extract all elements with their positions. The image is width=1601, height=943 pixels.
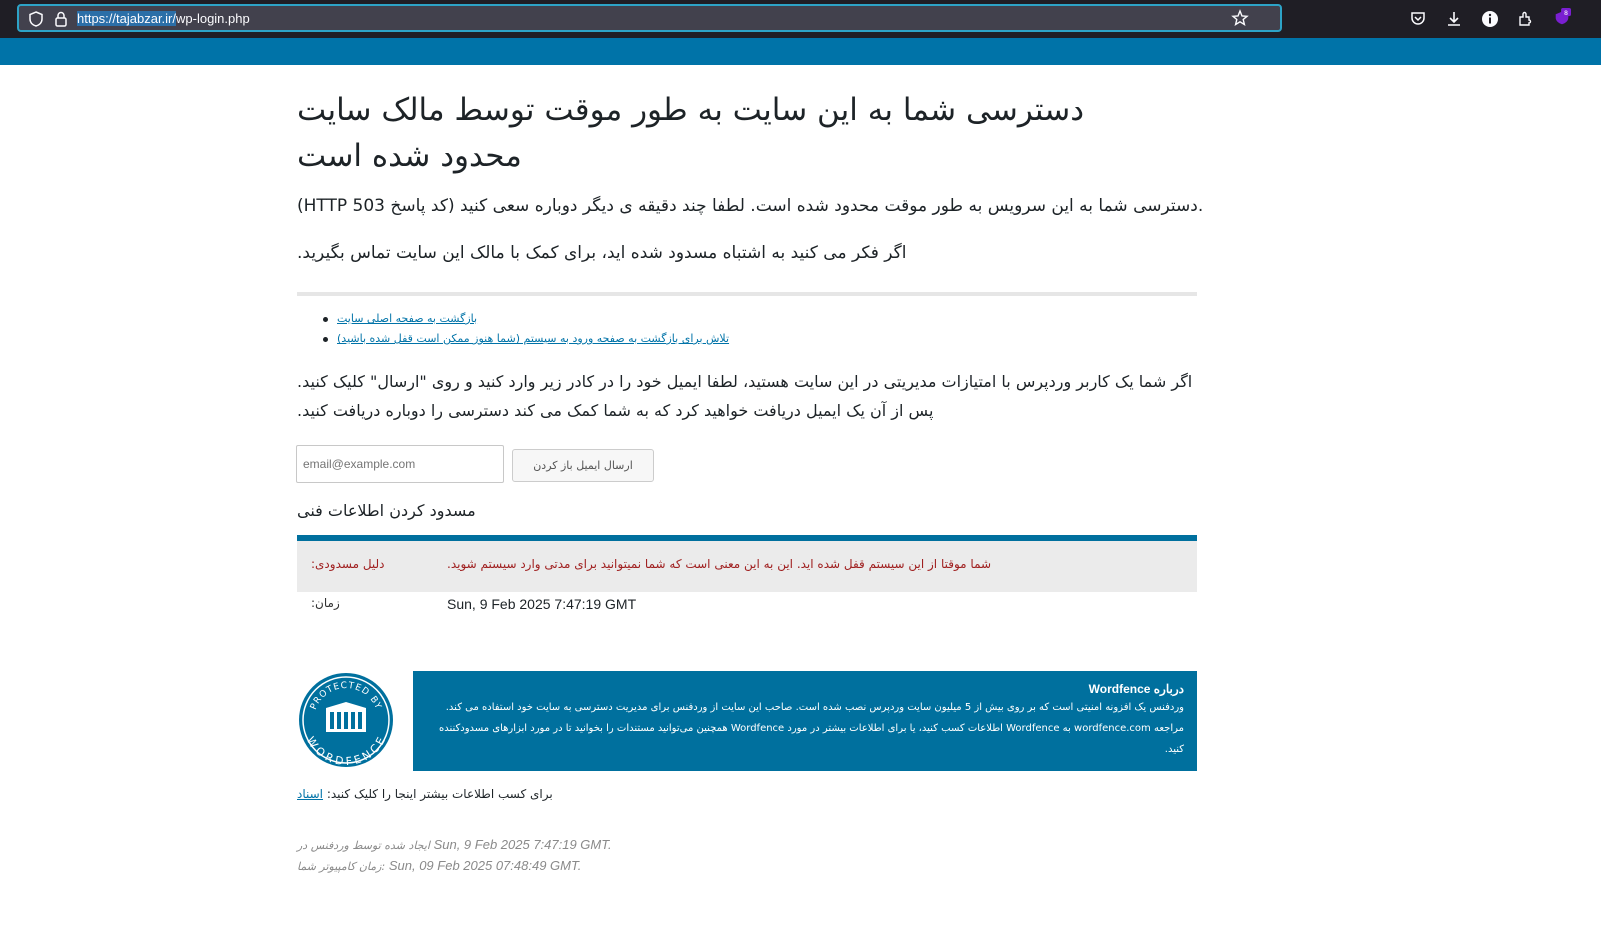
castle-icon [326, 702, 366, 732]
extension-badge: 8 [1564, 9, 1569, 17]
extensions-icon[interactable] [1517, 10, 1535, 28]
contact-message: اگر فکر می کنید به اشتباه مسدود شده اید، برای کمک با مالک این سایت تماس بگیرید. [297, 243, 907, 263]
computer-time: Sun, 09 Feb 2025 07:48:49 GMT. [388, 858, 582, 873]
download-icon[interactable] [1445, 10, 1463, 28]
block-reason-value: شما موقتا از این سیستم قفل شده اید. این به این معنی است که شما نمیتوانید برای مدتی وارد سیستم شوید. [447, 557, 992, 571]
send-unlock-email-button[interactable]: ارسال ایمیل باز کردن [512, 449, 654, 482]
wordfence-title: درباره Wordfence [1088, 682, 1184, 696]
ublock-icon[interactable] [1553, 8, 1571, 26]
block-reason-row [297, 541, 1197, 592]
browser-toolbar [0, 0, 1601, 38]
wordfence-badge [298, 672, 394, 768]
computer-time-label: زمان کامپیوتر شما: [297, 860, 386, 873]
address-bar[interactable] [17, 4, 1282, 32]
home-link[interactable]: بازگشت به صفحه اصلی سایت [337, 312, 478, 325]
link-list [337, 309, 729, 349]
generated-label: ایجاد شده توسط وردفنس در [297, 839, 430, 852]
lock-icon[interactable] [52, 10, 70, 28]
list-item [337, 329, 729, 349]
block-reason-label: دلیل مسدودی: [311, 557, 385, 571]
time-label: زمان: [311, 596, 340, 610]
list-item [337, 309, 729, 329]
generated-footer [297, 835, 612, 877]
generated-time: Sun, 9 Feb 2025 7:47:19 GMT. [433, 837, 612, 852]
login-link[interactable]: تلاش برای بازگشت به صفحه ورود به سیستم (شما هنوز ممکن است قفل شده باشید) [337, 332, 730, 345]
time-value: Sun, 9 Feb 2025 7:47:19 GMT [447, 596, 637, 612]
generated-line [297, 835, 612, 856]
wordfence-description [426, 697, 1184, 760]
email-input[interactable] [296, 445, 504, 483]
info-icon[interactable] [1481, 10, 1499, 28]
wordfence-line-1: وردفنس یک افزونه امنیتی است که بر روی بیش از 5 میلیون سایت وردپرس نصب شده است. صاحب این سایت از وردفنس برای مدیریت دسترسی به سایت خود استفاده می کند. [445, 702, 1184, 713]
wordfence-info-box [413, 671, 1197, 771]
badge-bottom-text: WORDFENCE [303, 734, 389, 768]
tech-info-heading: مسدود کردن اطلاعات فنی [297, 501, 476, 520]
url-text[interactable]: https://tajabzar.ir/wp-login.php [77, 11, 250, 26]
help-line [297, 787, 553, 801]
help-text: برای کسب اطلاعات بیشتر اینجا را کلیک کنید: [326, 787, 553, 801]
computer-time-line [297, 856, 612, 877]
wordfence-line-2: مراجعه wordfence.com به Wordfence اطلاعات کسب کنید، یا برای اطلاعات بیشتر در مورد Wordfence همچنین می‌توانید مستندات را بخوانید تا در مورد ابزارهای مسدودکننده کنید. [438, 723, 1184, 755]
star-icon[interactable] [1231, 9, 1249, 27]
bullet [323, 337, 328, 342]
documentation-link[interactable]: اسناد [297, 787, 324, 801]
admin-message: اگر شما یک کاربر وردپرس با امتیازات مدیریتی در این سایت هستید، لطفا ایمیل خود را در کادر زیر وارد کنید و روی "ارسال" کلیک کنید. پس از آن یک ایمیل دریافت خواهید کرد که به شما کمک می کند دسترسی را دوباره دریافت کنید. [297, 372, 1193, 420]
divider [297, 292, 1197, 296]
pocket-icon[interactable] [1409, 10, 1427, 28]
page-title: دسترسی شما به این سایت به طور موقت توسط مالک سایت محدود شده است [297, 92, 1085, 174]
bullet [323, 317, 328, 322]
badge-top-text: PROTECTED BY [308, 680, 384, 712]
site-header-bar [0, 38, 1601, 65]
http-message: (HTTP کد پاسخ 503) دسترسی شما به این سرویس به طور موقت محدود شده است. لطفا چند دقیقه ی دیگر دوباره سعی کنید. [297, 196, 1204, 216]
shield-icon[interactable] [27, 10, 45, 28]
